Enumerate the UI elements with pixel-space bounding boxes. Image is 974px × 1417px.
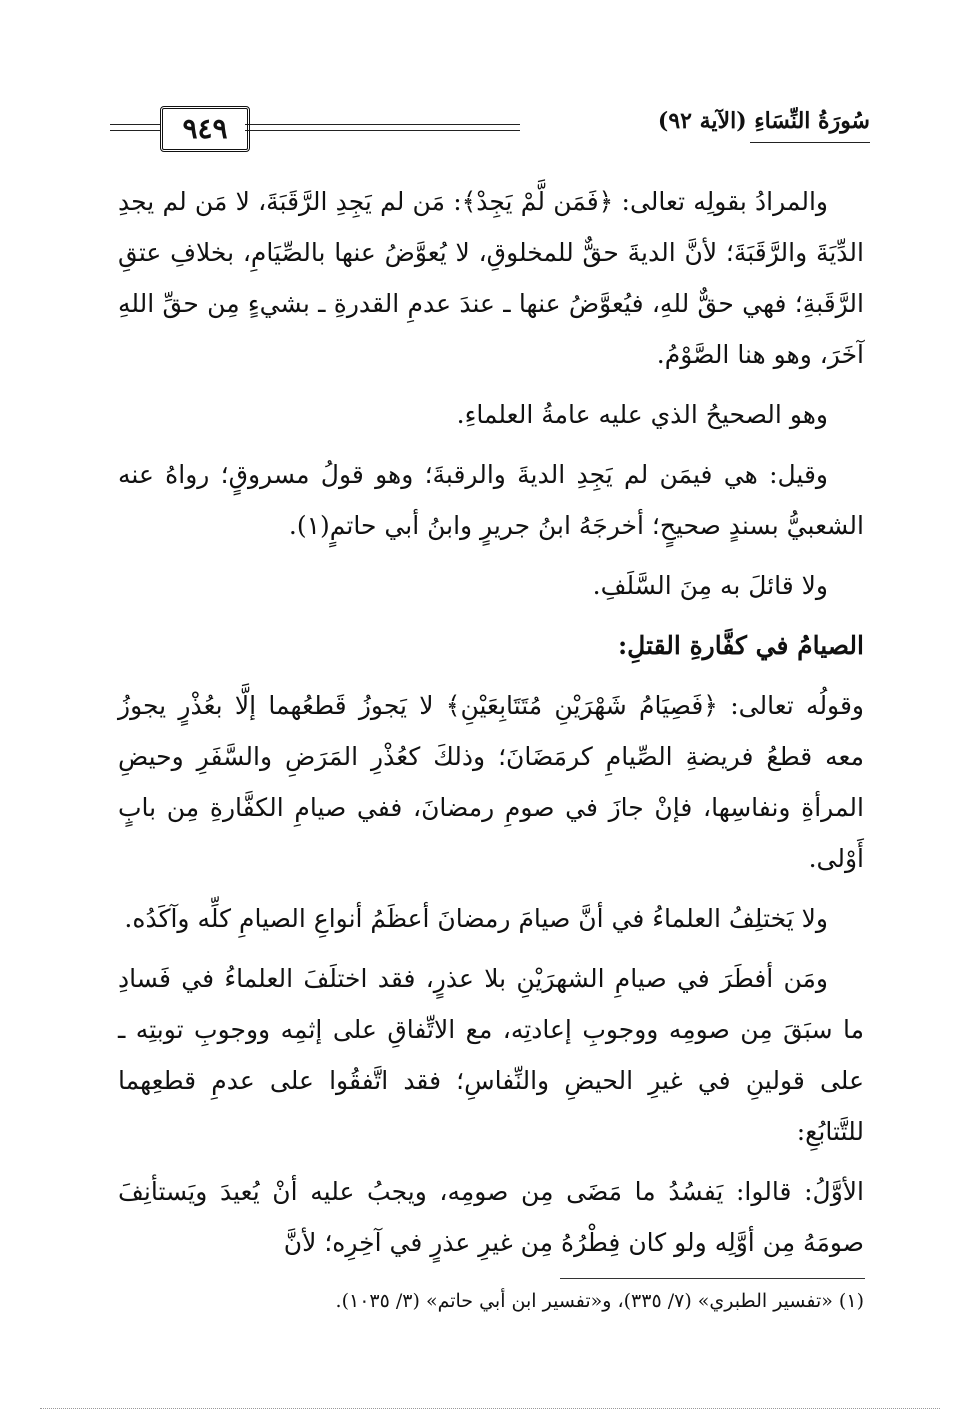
header-rule: [750, 142, 870, 143]
paragraph: وقولُه تعالى: ﴿فَصِيَامُ شَهْرَيْنِ مُتَتَابِعَيْنِ﴾ لا يَجوزُ قَطعُهما إلَّا بعُذْرٍ يجوزُ معه قطعُ فريضةِ الصِّيامِ كرمَضَانَ؛ وذلكَ كعُذْرِ المَرَضِ والسَّفَرِ وحيضِ المرأةِ ونفاسِها، فإنْ جازَ في صومِ رمضانَ، ففي صيامِ الكفَّارةِ مِن بابٍ أَوْلى.: [118, 691, 864, 873]
page-number: ٩٤٩: [160, 106, 250, 152]
section-heading: الصيامُ في كفَّارةِ القتلِ:: [617, 631, 864, 660]
surah-title: سُورَةُ النِّسَاءِ (الآية ٩٢): [657, 108, 870, 134]
paragraph: ولا قائلَ به مِنَ السَّلَفِ.: [592, 571, 828, 600]
footnote: (١) «تفسير الطبري» (٧/ ٣٣٥)، و«تفسير ابن أبي حاتم» (٣/ ١٠٣٥).: [335, 1290, 864, 1312]
paragraph: ومَن أفطَرَ في صيامِ الشهرَيْنِ بلا عذرٍ، فقد اختلَفَ العلماءُ في فَسادِ ما سبَقَ مِن صومِه ووجوبِ إعادتِه، مع الاتِّفاقِ على إثمِه ووجوبِ توبتِه ـ على قولينِ في غيرِ الحيضِ والنِّفاسِ؛ فقد اتَّفقُوا على عدمِ قطعِهما للتَّتابُعِ:: [118, 964, 864, 1146]
paragraph: الأوَّلُ: قالوا: يَفسُدُ ما مَضَى مِن صومِه، ويجبُ عليه أنْ يُعيدَ ويَستأنِفَ صومَهُ مِن أوَّلِه ولو كان فِطْرُهُ مِن غيرِ عذرٍ في آخِرِه؛ لأنَّ: [118, 1177, 864, 1257]
header-rule: [245, 124, 520, 125]
header-rule: [245, 130, 520, 131]
header-rule: [110, 130, 160, 131]
page-edge: [40, 1408, 940, 1409]
paragraph: وقيل: هي فيمَن لم يَجِدِ الديةَ والرقبةَ؛ وهو قولُ مسروقٍ؛ رواهُ عنه الشعبيُّ بسندٍ صحيحٍ؛ أخرجَهُ ابنُ جريرٍ وابنُ أبي حاتمٍ(١).: [118, 460, 864, 540]
paragraph: وهو الصحيحُ الذي عليه عامةُ العلماءِ.: [456, 400, 828, 429]
paragraph: والمرادُ بقولِه تعالى: ﴿فَمَن لَّمْ يَجِدْ﴾: مَن لم يَجِدِ الرَّقَبَةَ، لا مَن لم يجدِ الدِّيَةَ والرَّقَبَةَ؛ لأنَّ الديةَ حقٌّ للمخلوقِ، لا يُعوَّضُ عنها بالصِّيَامِ، بخلافِ عتقِ الرَّقَبةِ؛ فهي حقٌّ للهِ، فيُعوَّضُ عنها ـ عندَ عدمِ القدرةِ ـ بشيءٍ مِن حقِّ اللهِ آخَرَ، وهو هنا الصَّوْمُ.: [118, 187, 864, 369]
main-text: [118, 176, 864, 1277]
header-rule: [110, 124, 160, 125]
paragraph: ولا يَختلِفُ العلماءُ في أنَّ صيامَ رمضانَ أعظَمُ أنواعِ الصيامِ كلِّه وآكَدُه.: [124, 904, 828, 933]
page-header: [110, 98, 870, 158]
footnote-separator: [560, 1278, 865, 1279]
